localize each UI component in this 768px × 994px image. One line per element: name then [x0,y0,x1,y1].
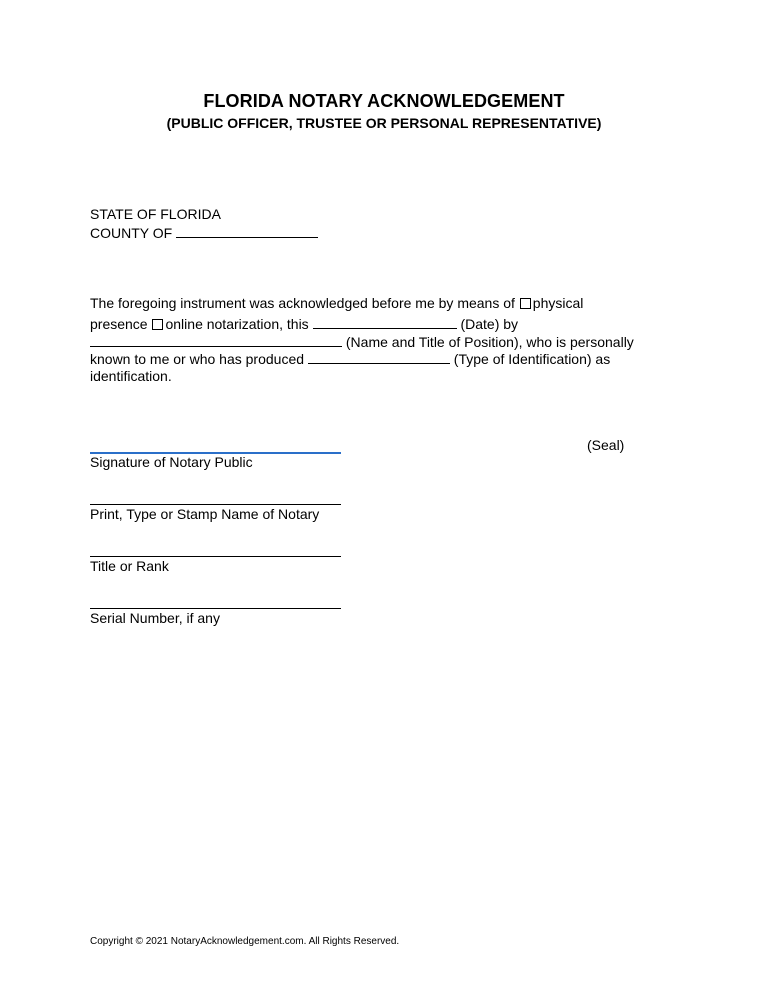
serial-number-field[interactable] [90,608,341,609]
date-field[interactable] [313,315,457,329]
notary-name-field[interactable] [90,504,341,505]
known-text: known to me or who has produced [90,351,305,367]
seal-label: (Seal) [587,437,625,453]
ack-line-4 [90,350,610,369]
county-label: COUNTY OF [90,225,173,241]
id-type-label: (Type of Identification) as [453,351,611,367]
name-title-field[interactable] [90,333,342,347]
state-line [90,206,221,224]
ack-line-5 [90,368,172,386]
title-rank-label: Title or Rank [90,558,169,574]
document-subtitle: (PUBLIC OFFICER, TRUSTEE OR PERSONAL REPRESENTATIVE) [166,115,602,131]
presence-label: presence [90,316,148,332]
title-rank-field[interactable] [90,556,341,557]
identification-text: identification. [90,368,172,384]
online-label: online notarization, this [165,316,309,332]
document-title: FLORIDA NOTARY ACKNOWLEDGEMENT [203,91,565,111]
county-line [90,224,318,243]
ack-intro-text: The foregoing instrument was acknowledged before me by means of [90,295,515,311]
date-label: (Date) by [460,316,519,332]
online-notarization-checkbox[interactable] [152,319,163,330]
id-type-field[interactable] [308,350,450,364]
county-field[interactable] [176,224,318,238]
physical-label: physical [532,295,584,311]
signature-label: Signature of Notary Public [90,454,253,470]
print-name-label: Print, Type or Stamp Name of Notary [90,506,320,522]
serial-number-label: Serial Number, if any [90,610,220,626]
ack-line-3 [90,333,634,352]
ack-line-2 [90,315,518,334]
ack-line-1 [90,295,583,313]
copyright-footer: Copyright © 2021 NotaryAcknowledgement.com. All Rights Reserved. [90,936,400,947]
physical-presence-checkbox[interactable] [520,298,531,309]
name-title-label: (Name and Title of Position), who is personally [345,334,634,350]
state-label: STATE OF FLORIDA [90,206,221,222]
